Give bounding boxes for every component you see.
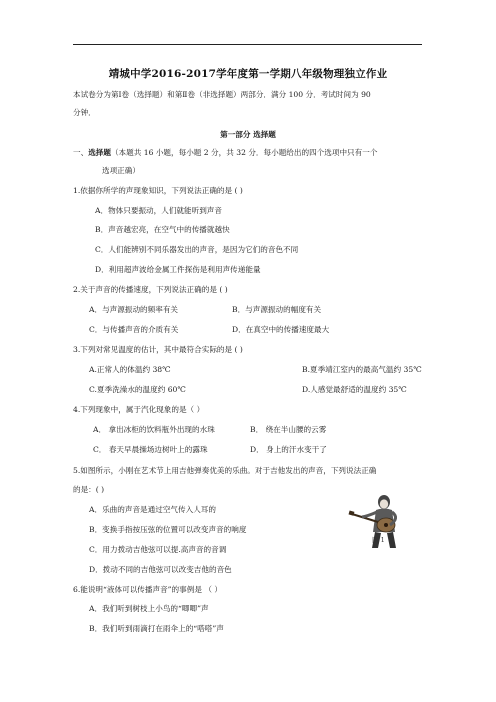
q4-option-d: D． 身上的汗水变干了	[250, 445, 327, 454]
section-desc: （本题共 16 小题，每小题 2 分，共 32 分．每小题给出的四个选项中只有一个	[110, 148, 378, 157]
q5-option-b: B．变换手指按压弦的位置可以改变声音的响度	[89, 525, 247, 534]
figure-caption: 图 1	[372, 536, 385, 544]
q4-option-b: B． 绕在半山腰的云雾	[250, 425, 327, 434]
q2-option-d: D．在真空中的传播速度最大	[232, 325, 330, 334]
q5-option-d: D．拨动不同的吉他弦可以改变吉他的音色	[89, 565, 232, 574]
q3-option-d: D.人感觉最舒适的温度约 35℃	[302, 385, 407, 394]
q5-stem-2: 的是：( )	[73, 485, 105, 494]
q3-stem: 3.下列对常见温度的估计，其中最符合实际的是 ( )	[73, 345, 243, 354]
q1-option-c: C．人们能辨别不同乐器发出的声音，是因为它们的音色不同	[95, 245, 299, 254]
q2-option-a: A．与声源振动的频率有关	[89, 305, 179, 314]
q6-option-b: B．我们听到雨滴打在雨伞上的“嗒嗒”声	[89, 624, 224, 633]
page-title: 靖城中学2016-2017学年度第一学期八年级物理独立作业	[108, 68, 388, 80]
q2-stem: 2.关于声音的传播速度，下列说法正确的是 ( )	[73, 285, 228, 294]
section-number: 一、	[73, 148, 89, 157]
q4-option-a: A． 拿出冰柜的饮料瓶外出现的水珠	[93, 425, 215, 434]
intro-line-2: 分钟．	[73, 108, 96, 117]
q2-option-c: C．与传播声音的介质有关	[89, 325, 179, 334]
q2-option-b: B．与声源振动的幅度有关	[232, 305, 322, 314]
header-rule	[73, 44, 422, 45]
q1-stem: 1.依据你所学的声现象知识，下列说法正确的是 ( )	[73, 186, 243, 195]
q5-option-a: A．乐曲的声音是通过空气传入人耳的	[89, 505, 216, 514]
q1-option-a: A．物体只要振动，人们就能听到声音	[95, 206, 222, 215]
q6-option-a: A．我们听到树枝上小鸟的“唧唧”声	[89, 604, 209, 613]
q1-option-d: D．利用超声波给金属工件探伤是利用声传递能量	[95, 265, 261, 274]
q3-option-b: B.夏季靖江室内的最高气温约 35℃	[302, 365, 422, 374]
q4-stem: 4.下列现象中，属于汽化现象的是（ ）	[73, 405, 205, 414]
q6-stem: 6.能说明“液体可以传播声音”的事例是 （ ）	[73, 585, 222, 594]
section-desc-2: 选项正确）	[102, 166, 140, 175]
section-line	[73, 148, 377, 158]
q5-stem: 5.如图所示，小刚在艺术节上用吉他弹奏优美的乐曲。对于吉他发出的声音，下列说法正确	[73, 466, 377, 475]
q5-option-c: C．用力拨动吉他弦可以提.高声音的音调	[89, 545, 227, 554]
q3-option-c: C.夏季洗澡水的温度约 60℃	[89, 385, 186, 394]
section-name: 选择题	[88, 148, 111, 157]
intro-line-1: 本试卷分为第Ⅰ卷（选择题）和第Ⅱ卷（非选择题）两部分．满分 100 分．考试时间为 90	[73, 90, 371, 99]
q1-option-b: B．声音越宏亮，在空气中的传播就越快	[95, 225, 230, 234]
part-heading: 第一部分 选择题	[220, 130, 276, 139]
q4-option-c: C． 春天早晨操场边树叶上的露珠	[93, 445, 208, 454]
q3-option-a: A.正常人的体温约 38℃	[89, 365, 171, 374]
